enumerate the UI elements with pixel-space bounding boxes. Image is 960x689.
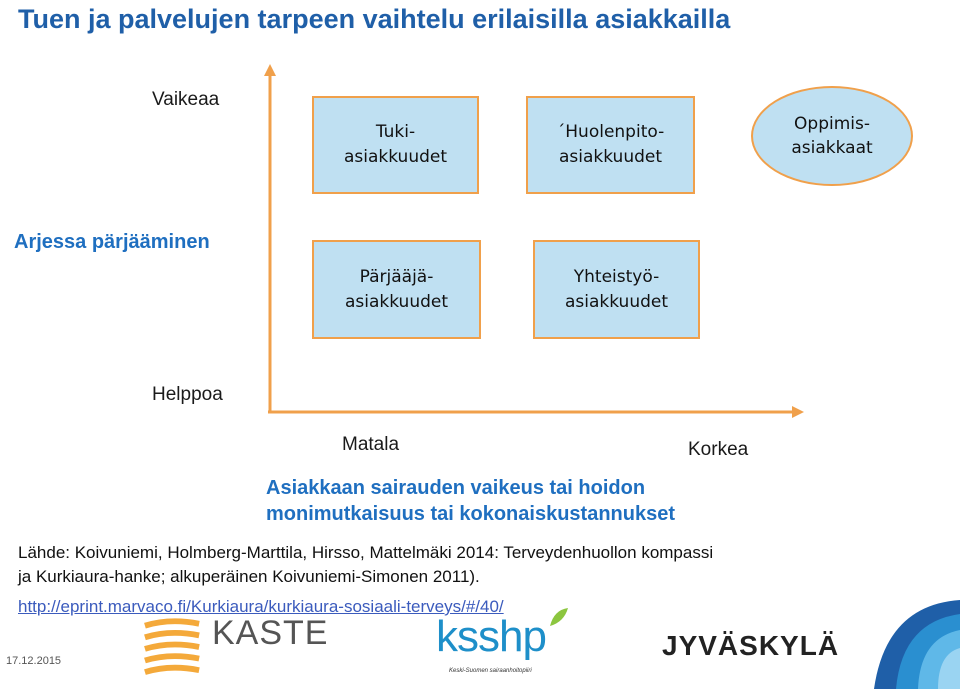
jyvaskyla-logo-text: JYVÄSKYLÄ xyxy=(662,630,840,661)
oval-oppimis-line2: asiakkaat xyxy=(791,138,873,158)
box-tuki-asiakkuudet xyxy=(312,96,479,194)
x-axis-label-line2: monimutkaisuus tai kokonaiskustannukset xyxy=(266,503,675,525)
y-axis-top-label: Vaikeaa xyxy=(152,89,220,110)
oval-oppimis-line1: Oppimis- xyxy=(794,114,870,134)
y-axis-arrowhead xyxy=(264,64,276,76)
box-yhteistyo-line2: asiakkuudet xyxy=(564,291,669,312)
kaste-logo-text: KASTE xyxy=(212,614,329,652)
y-axis-bottom-label: Helppoa xyxy=(152,384,223,405)
box-tuki-line1: Tuki- xyxy=(375,122,416,142)
box-huolenpito-asiakkuudet xyxy=(526,96,695,194)
x-axis-label-line1: Asiakkaan sairauden vaikeus tai hoidon xyxy=(266,477,646,499)
y-axis-label: Arjessa pärjääminen xyxy=(14,231,210,253)
box-parjaaja-line2: asiakkuudet xyxy=(344,291,449,312)
ksshp-leaf-icon xyxy=(548,606,570,630)
ksshp-logo: ksshp xyxy=(436,612,546,661)
box-tuki-line2: asiakkuudet xyxy=(343,147,448,167)
source-line1: Lähde: Koivuniemi, Holmberg-Marttila, Hirsso, Mattelmäki 2014: Terveydenhuollon kompassi xyxy=(18,543,714,562)
box-parjaaja-line1: Pärjääjä- xyxy=(359,266,434,287)
x-axis-left-label: Matala xyxy=(342,434,400,455)
x-axis-arrowhead xyxy=(792,406,804,418)
slide-date: 17.12.2015 xyxy=(6,655,62,667)
source-line2: ja Kurkiaura-hanke; alkuperäinen Koivuniemi-Simonen 2011). xyxy=(18,567,480,586)
box-huolenpito-line1: ´Huolenpito- xyxy=(556,122,665,142)
source-link[interactable]: http://eprint.marvaco.fi/Kurkiaura/kurkiaura-sosiaali-terveys/#/40/ xyxy=(18,597,504,616)
box-huolenpito-line2: asiakkuudet xyxy=(558,147,663,167)
x-axis-label xyxy=(266,475,675,527)
box-yhteistyo-line1: Yhteistyö- xyxy=(573,266,660,287)
jyvaskyla-logo-icon xyxy=(866,600,960,689)
source-text xyxy=(18,541,713,589)
box-yhteistyo-asiakkuudet xyxy=(533,240,700,339)
oval-oppimis-asiakkaat xyxy=(751,86,913,186)
page-title: Tuen ja palvelujen tarpeen vaihtelu erilaisilla asiakkailla xyxy=(18,4,731,34)
kaste-logo-icon xyxy=(140,616,206,676)
ksshp-logo-subtitle: Keski-Suomen sairaanhoitopiiri xyxy=(449,668,532,674)
box-parjaaja-asiakkuudet xyxy=(312,240,481,339)
x-axis-right-label: Korkea xyxy=(688,439,749,460)
